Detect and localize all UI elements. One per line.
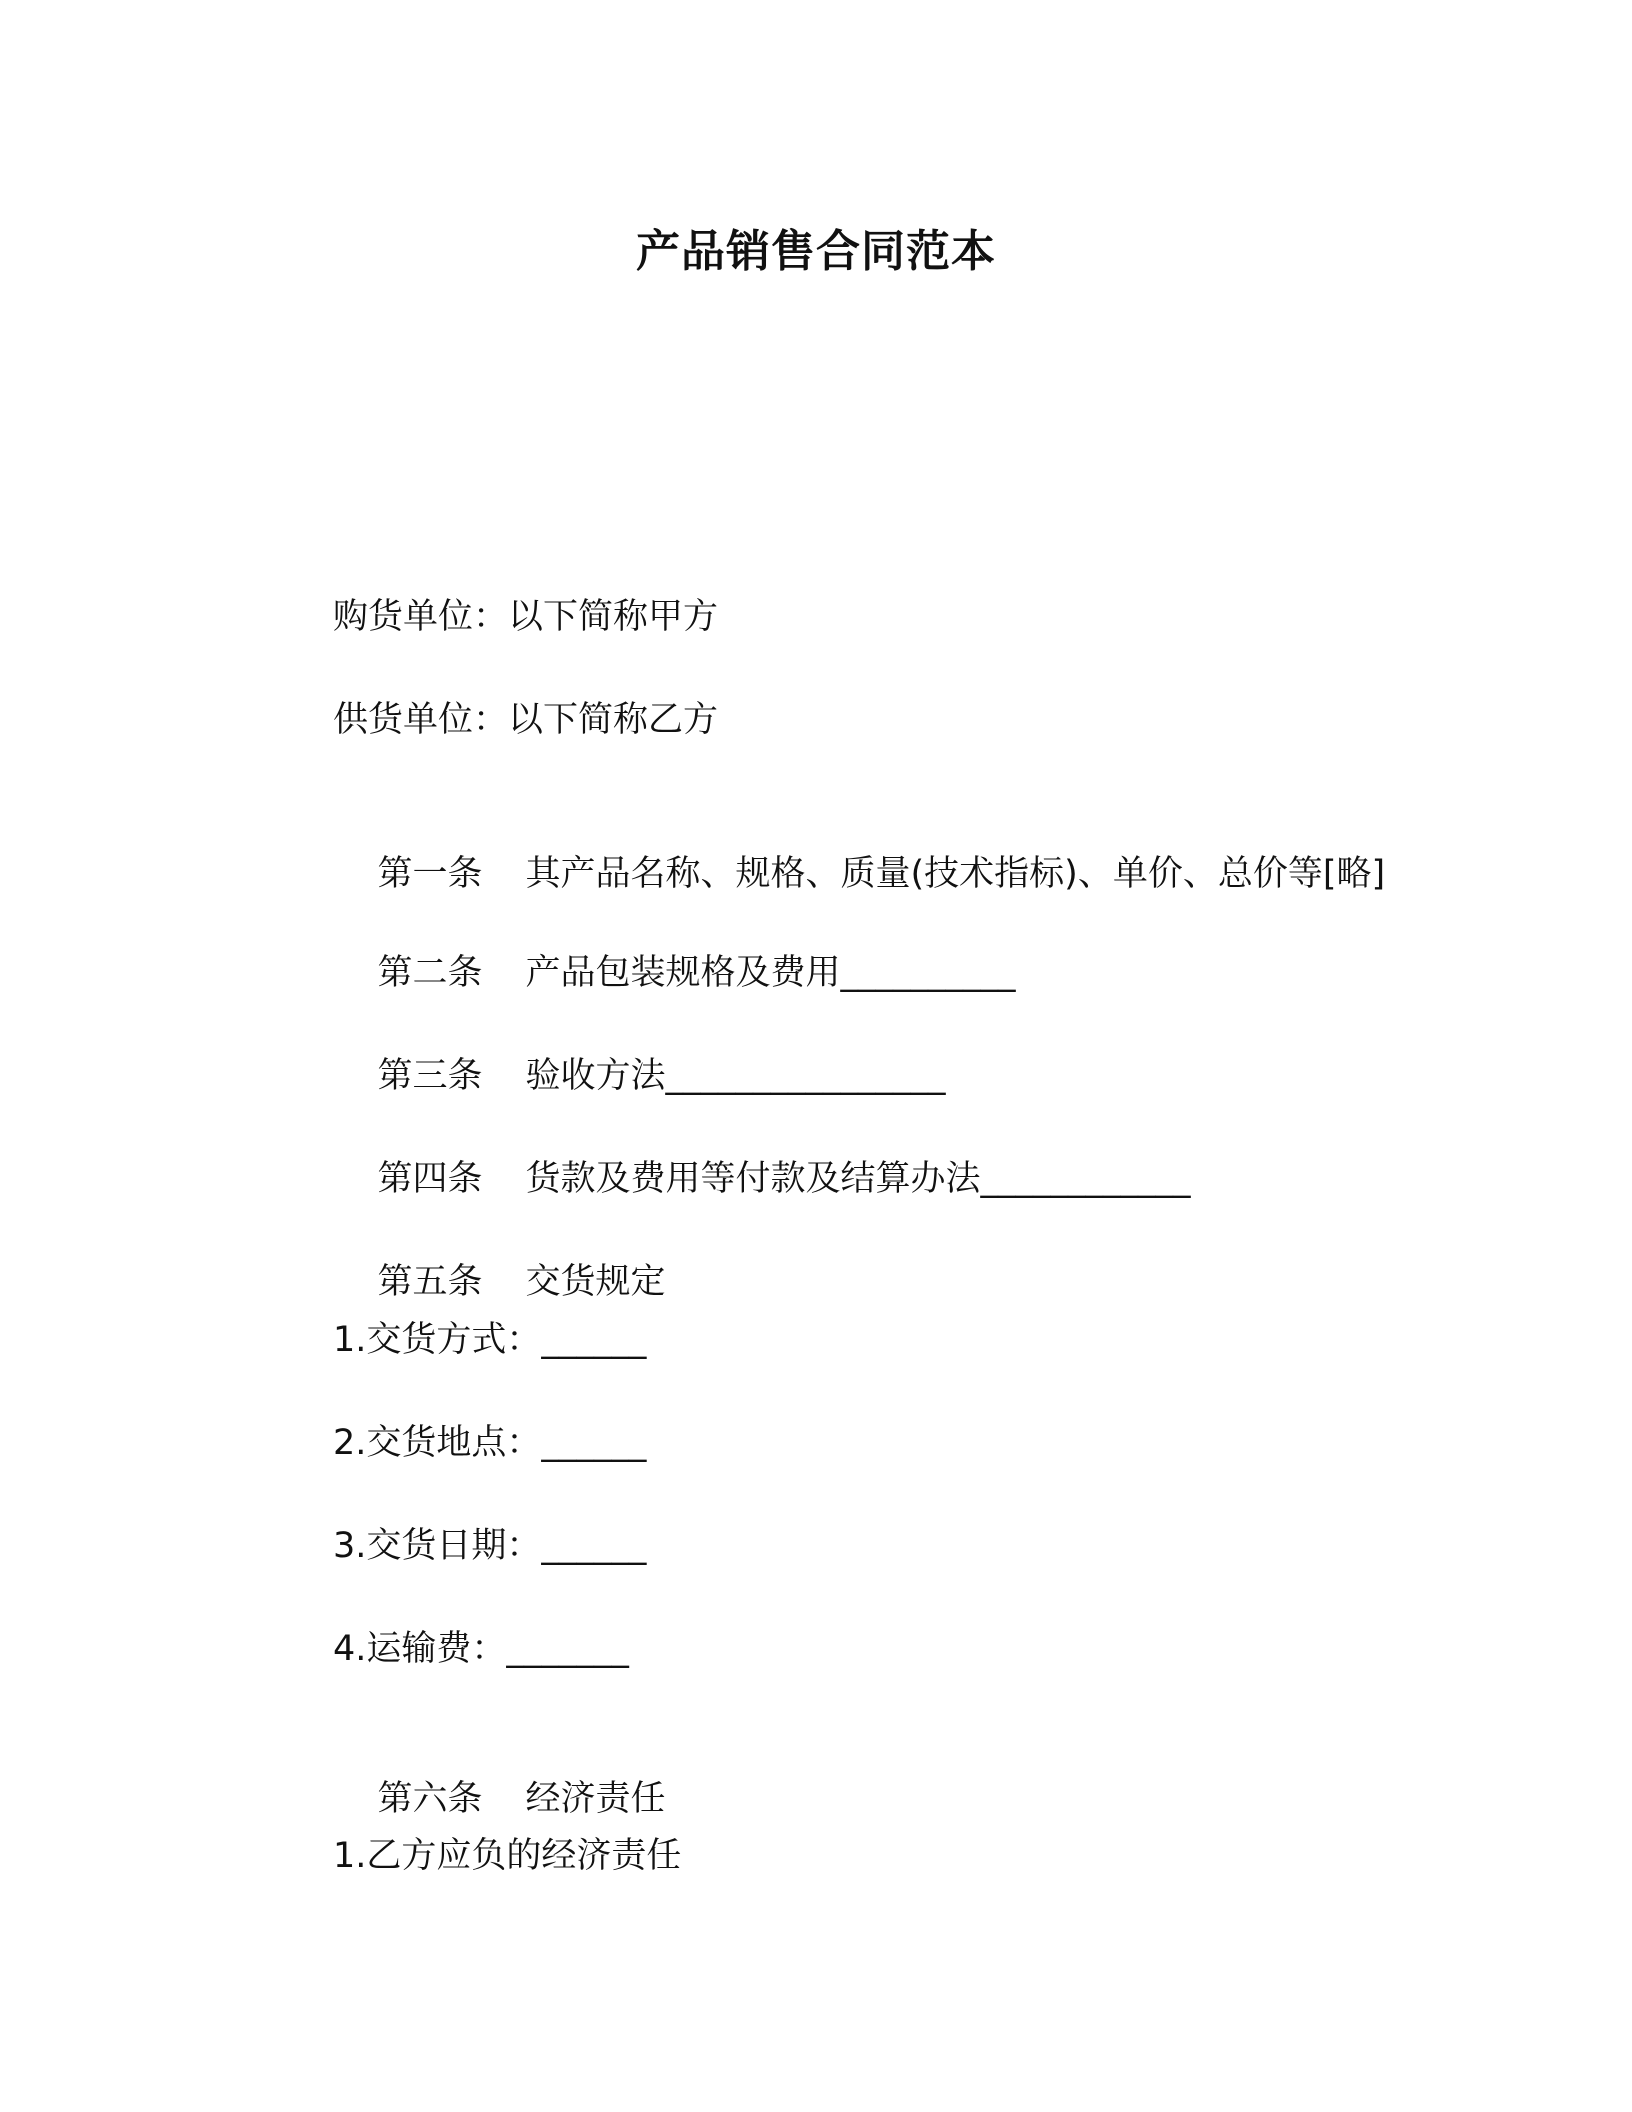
supplier-line: 供货单位：以下简称乙方 [333,700,719,740]
article-text: 货款及费用等付款及结算办法____________ [525,1159,1191,1199]
article-number: 第五条 [377,1262,483,1302]
article-text: 产品包装规格及费用__________ [525,953,1016,993]
document-title: 产品销售合同范本 [636,226,996,277]
delivery-item: 4.运输费：_______ [333,1629,629,1669]
article-text: 其产品名称、规格、质量(技术指标)、单价、总价等[略] [525,854,1386,894]
delivery-item: 2.交货地点：______ [333,1423,647,1463]
delivery-item: 3.交货日期：______ [333,1526,647,1566]
buyer-line: 购货单位：以下简称甲方 [333,597,719,637]
article-number: 第四条 [377,1159,483,1199]
article-number: 第一条 [377,854,483,894]
article-text: 交货规定 [525,1262,666,1302]
article-text: 验收方法________________ [525,1056,946,1096]
liability-item: 1.乙方应负的经济责任 [333,1836,682,1876]
article-number: 第六条 [377,1779,483,1819]
delivery-item: 1.交货方式：______ [333,1320,647,1360]
article-number: 第二条 [377,953,483,993]
article-text: 经济责任 [525,1779,666,1819]
article-number: 第三条 [377,1056,483,1096]
